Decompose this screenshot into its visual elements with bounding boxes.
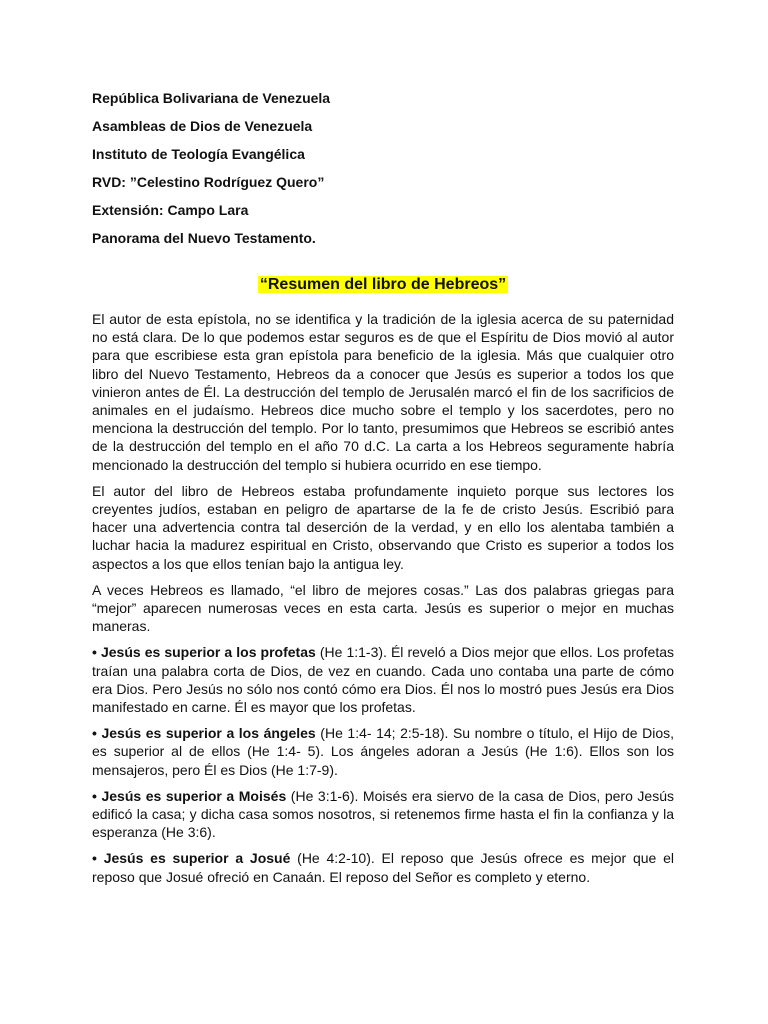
document-page bbox=[92, 84, 674, 894]
document-header bbox=[92, 84, 674, 252]
bullet-moses-text: (He 3:1-6). Moisés era siervo de la casa de Dios, pero Jesús edificó la casa; y dicha casa somos nosotros, si retenemos firme hasta el fin la confianza y la esperanza (He 3:6). bbox=[92, 787, 674, 841]
header-rvd: RVD: ”Celestino Rodríguez Quero” bbox=[92, 174, 325, 190]
header-institute: Instituto de Teología Evangélica bbox=[92, 146, 305, 162]
document-title: “Resumen del libro de Hebreos” bbox=[259, 276, 507, 293]
bullet-angels-text: (He 1:4- 14; 2:5-18). Su nombre o título, el Hijo de Dios, es superior al de ellos (He 1:4- 5). Los ángeles adoran a Jesús (He 1:6). Ellos son los mensajeros, pero Él es Dios (He 1:7-9). bbox=[92, 725, 674, 778]
header-extension: Extensión: Campo Lara bbox=[92, 202, 249, 218]
bullet-angels bbox=[92, 724, 674, 779]
document-title-container bbox=[92, 274, 674, 302]
bullet-joshua bbox=[92, 849, 674, 885]
header-republic: República Bolivariana de Venezuela bbox=[92, 90, 331, 106]
paragraph-purpose: El autor del libro de Hebreos estaba profundamente inquieto porque sus lectores los creyentes judíos, estaban en peligro de apartarse de la fe de cristo Jesús. Escribió para hacer una advertencia contra tal deserción de la verdad, y en ello los alentaba también a luchar hacia la madurez espiritual en Cristo, observando que Cristo es superior a todos los aspectos a los que ellos tenían bajo la antigua ley. bbox=[92, 482, 674, 572]
bullet-moses-heading: • Jesús es superior a Moisés bbox=[92, 787, 287, 804]
bullet-moses bbox=[92, 787, 674, 842]
paragraph-authorship: El autor de esta epístola, no se identifica y la tradición de la iglesia acerca de su paternidad no está clara. De lo que podemos estar seguros es de que el Espíritu de Dios movió al autor para que escribiese esta gran epístola para beneficio de la iglesia. Más que cualquier otro libro del Nuevo Testamento, Hebreos da a conocer que Jesús es superior a todos los que vinieron antes de Él. La destrucción del templo de Jerusalén marcó el fin de los sacrificios de animales en el judaísmo. Hebreos dice mucho sobre el templo y los sacerdotes, pero no menciona la destrucción del templo. Por lo tanto, presumimos que Hebreos se escribió antes de la destrucción del templo en el año 70 d.C. La carta a los Hebreos seguramente habría mencionado la destrucción del templo si hubiera ocurrido en ese tiempo. bbox=[92, 311, 674, 473]
bullet-prophets bbox=[92, 643, 674, 716]
bullet-prophets-text: (He 1:1-3). Él reveló a Dios mejor que ellos. Los profetas traían una palabra corta de Dios, de vez en cuando. Cada uno contaba una parte de cómo era Dios. Pero Jesús no sólo nos contó cómo era Dios. Él nos lo mostró pues Jesús era Dios manifestado en carne. Él es mayor que los profetas. bbox=[92, 644, 674, 716]
header-assemblies: Asambleas de Dios de Venezuela bbox=[92, 118, 313, 134]
bullet-joshua-heading: • Jesús es superior a Josué bbox=[92, 850, 291, 867]
paragraph-better-things: A veces Hebreos es llamado, “el libro de mejores cosas.” Las dos palabras griegas para “mejor” aparecen numerosas veces en esta carta. Jesús es superior o mejor en muchas maneras. bbox=[92, 581, 674, 635]
bullet-joshua-text: (He 4:2-10). El reposo que Jesús ofrece es mejor que el reposo que Josué ofreció en Canaán. El reposo del Señor es completo y eterno. bbox=[92, 850, 674, 885]
header-course: Panorama del Nuevo Testamento. bbox=[92, 230, 316, 246]
bullet-angels-heading: • Jesús es superior a los ángeles bbox=[92, 725, 316, 742]
bullet-prophets-heading: • Jesús es superior a los profetas bbox=[92, 644, 316, 661]
document-body bbox=[92, 310, 674, 886]
